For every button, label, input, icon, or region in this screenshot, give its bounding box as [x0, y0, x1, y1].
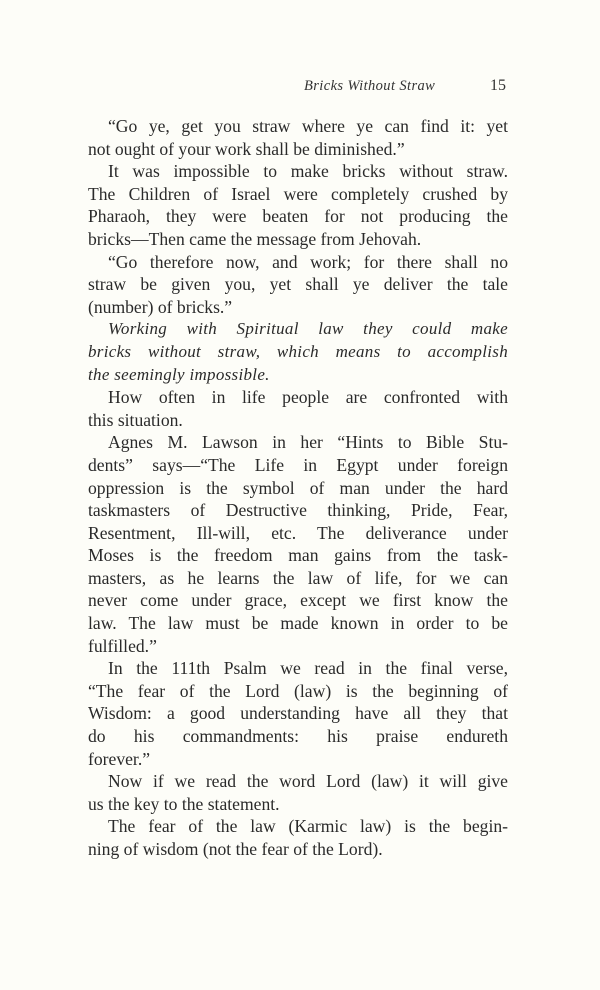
text-line: the seemingly impossible. [88, 364, 270, 384]
text-line: It was impossible to make bricks without straw. [108, 161, 508, 182]
text-line: us the key to the statement. [88, 793, 280, 814]
page-number: 15 [490, 77, 506, 94]
text-line: In the 111th Psalm we read in the final verse, [108, 658, 508, 679]
text-line: “Go ye, get you straw where ye can find it: yet [108, 116, 508, 136]
running-header [0, 78, 600, 102]
text-line: forever.” [88, 748, 151, 769]
text-line: straw be given you, yet shall ye deliver the tale [88, 274, 508, 295]
text-line: taskmasters of Destructive thinking, Pride, Fear, [88, 500, 508, 521]
text-line: ning of wisdom (not the fear of the Lord). [88, 839, 383, 859]
text-line: The Children of Israel were completely crushed by [88, 183, 508, 204]
text-line: Resentment, Ill-will, etc. The deliverance under [88, 522, 508, 543]
text-line: Wisdom: a good understanding have all they that [88, 703, 508, 724]
text-line: do his commandments: his praise endureth [88, 726, 508, 747]
body-text [88, 115, 508, 861]
text-line: (number) of bricks.” [88, 296, 233, 317]
text-line: bricks—Then came the message from Jehovah. [88, 228, 422, 249]
text-line: law. The law must be made known in order to be [88, 613, 508, 634]
running-title: Bricks Without Straw [304, 78, 436, 94]
text-line: never come under grace, except we first know the [88, 590, 508, 611]
text-line: dents” says—“The Life in Egypt under foreign [88, 454, 508, 475]
text-line: Pharaoh, they were beaten for not producing the [88, 206, 508, 227]
text-line: Now if we read the word Lord (law) it will give [108, 771, 508, 792]
text-line: The fear of the law (Karmic law) is the begin- [108, 816, 508, 837]
text-line: bricks without straw, which means to accomplish [88, 341, 508, 361]
text-line: this situation. [88, 409, 183, 430]
text-line: fulfilled.” [88, 635, 157, 656]
text-line: “Go therefore now, and work; for there shall no [108, 251, 508, 272]
text-line: Agnes M. Lawson in her “Hints to Bible Stu- [108, 432, 508, 453]
text-line: How often in life people are confronted with [108, 387, 508, 408]
text-line: not ought of your work shall be diminished.” [88, 138, 405, 159]
text-line: Working with Spiritual law they could make [108, 319, 508, 339]
text-line: oppression is the symbol of man under the hard [88, 477, 508, 498]
text-line: “The fear of the Lord (law) is the beginning of [88, 680, 508, 701]
text-line: masters, as he learns the law of life, for we can [88, 567, 508, 588]
text-line: Moses is the freedom man gains from the task- [88, 545, 508, 566]
